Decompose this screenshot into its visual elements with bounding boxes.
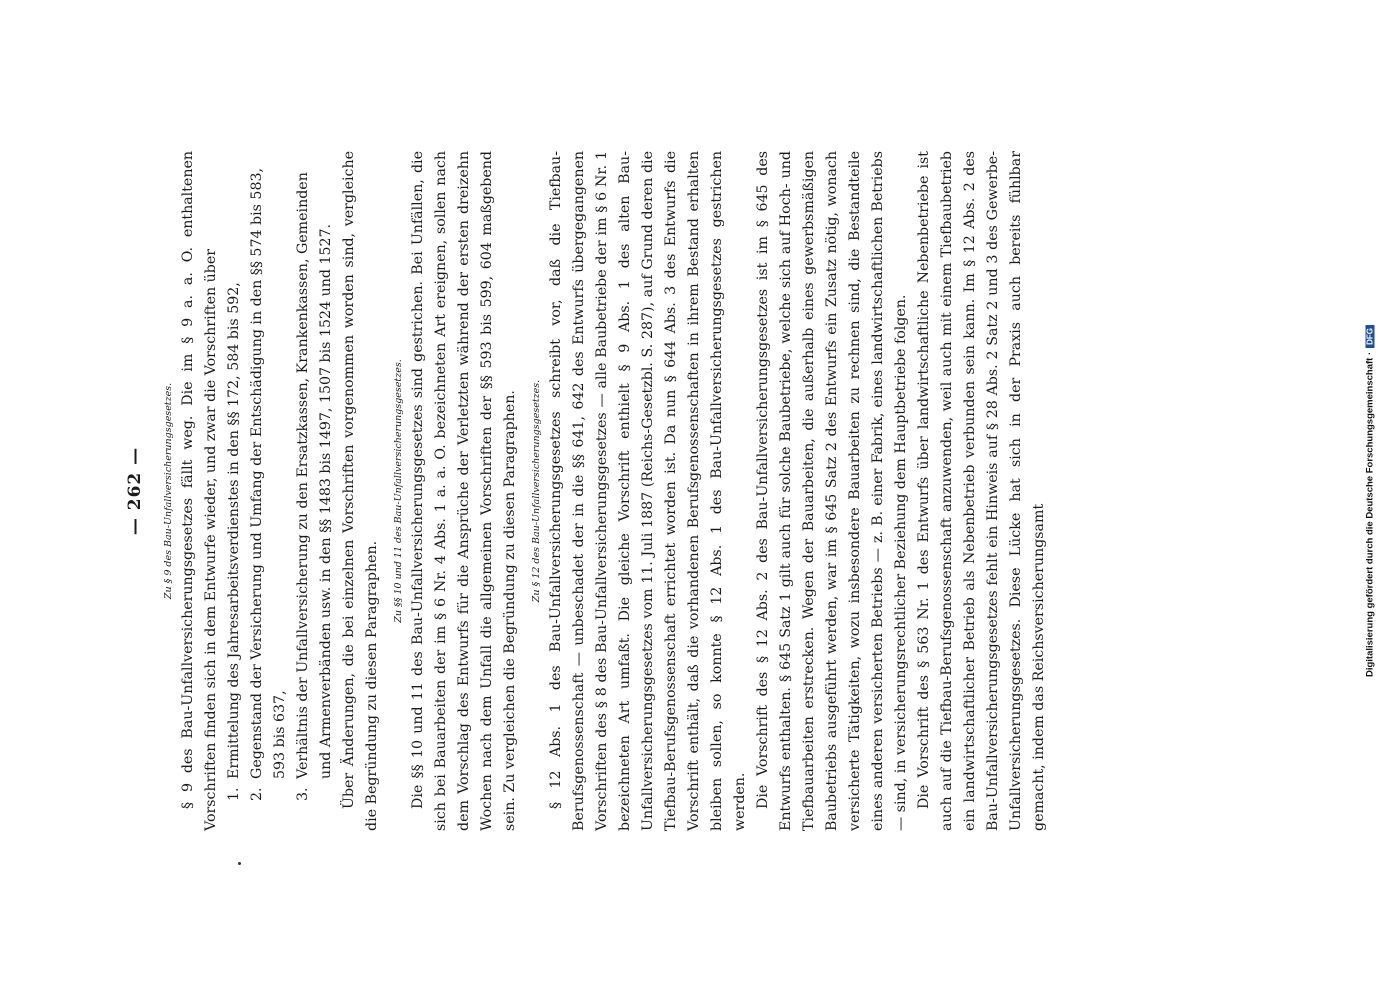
document-page — [125, 148, 1215, 833]
list-item: 3. Verhältnis der Unfallversicherung zu den Ersatzkassen, Krankenkassen, Gemeinden und Armenverbänden usw. in den §§ 1483 bis 1497, 1507 bis 1524 und 1527. — [292, 151, 338, 783]
list-item: 1. Ermittelung des Jahresarbeitsverdienstes in den §§ 172, 584 bis 592, — [223, 151, 246, 783]
section-heading-3: Zu § 12 des Bau-Unfallversicherungsgesetzes. — [531, 379, 542, 603]
funding-notice — [1365, 325, 1376, 677]
scan-speck — [238, 862, 241, 865]
list-item: 2. Gegenstand der Versicherung und Umfang der Entschädigung in den §§ 574 bis 583, 593 bis 637, — [246, 151, 292, 783]
section-heading-2: Zu §§ 10 und 11 des Bau-Unfallversicherungsgesetzes. — [393, 359, 404, 623]
paragraph: Die Vorschrift des § 12 Abs. 2 des Bau-Unfallversicherungsgesetzes ist im § 645 des Entwurfs enthalten. § 645 Satz 1 gilt auch für solche Baubetriebe, welche sich auf Hoch- und Tiefbauarbeiten erstrecken. Wegen der Bauarbeiten, die außerhalb eines gewerbsmäßigen Baubetriebs ausgeführt werden, war im § 645 Satz 2 des Entwurfs ein Zusatz nötig, wonach versicherte Tätigkeiten, wozu insbesondere Bauarbeiten zu rechnen sind, die Bestandteile eines anderen versicherten Betriebs — z. B. einer Fabrik, eines landwirtschaftlichen Betriebs — sind, in versicherungsrechtlicher Beziehung dem Hauptbetriebe folgen. — [755, 151, 909, 831]
paragraph: Die §§ 10 und 11 des Bau-Unfallversicherungsgesetzes sind gestrichen. Bei Unfällen, die sich bei Bauarbeiten der im § 6 Nr. 4 Abs. 1 a. a. O. bezeichneten Art ereignen, sollen nach dem Vorschlag des Entwurfs für die Ansprüche der Verletzten während der ersten dreizehn Wochen nach dem Unfall die allgemeinen Vorschriften der §§ 593 bis 599, 604 maßgebend sein. Zu vergleichen die Begründung zu diesen Paragraphen. — [410, 151, 518, 831]
funding-text: Digitalisierung gefördert durch die Deutsche Forschungsgemeinschaft · — [1364, 351, 1376, 678]
rotated-content — [125, 151, 1215, 831]
paragraph: Die Vorschrift des § 563 Nr. 1 des Entwurfs über landwirtschaftliche Nebenbetriebe ist auch auf die Tiefbau-Berufsgenossenschaft anzuwenden, weil auch mit einem Tiefbaubetrieb ein landwirtschaftlicher Betrieb als Nebenbetrieb verbunden sein kann. Im § 12 Abs. 2 des Bau-Unfallversicherungsgesetzes fehlt ein Hinweis auf § 28 Abs. 2 Satz 2 und 3 des Gewerbe-Unfallversicherungsgesetzes. Diese Lücke hat sich in der Praxis auch bereits fühlbar gemacht, indem das Reichsversicherungsamt — [916, 151, 1047, 831]
paragraph: § 12 Abs. 1 des Bau-Unfallversicherungsgesetzes schreibt vor, daß die Tiefbau-Berufsgenossenschaft — unbeschadet der in die §§ 641, 642 des Entwurfs übergegangenen Vorschriften des § 8 des Bau-Unfallversicherungsgesetzes — alle Baubetriebe der im § 6 Nr. 1 bezeichneten Art umfaßt. Die gleiche Vorschrift enthielt § 9 Abs. 1 des alten Bau-Unfallversicherungsgesetzes vom 11. Juli 1887 (Reichs-Gesetzbl. S. 287), auf Grund deren die Tiefbau-Berufsgenossenschaft errichtet worden ist. Da nun § 644 Abs. 3 des Entwurfs die Vorschrift enthält, daß die vorhandenen Berufsgenossenschaften in ihrem Bestand erhalten bleiben sollen, so konnte § 12 Abs. 1 des Bau-Unfallversicherungsgesetzes gestrichen werden. — [548, 151, 748, 831]
dfg-logo: DFG — [1366, 325, 1375, 348]
paragraph: Über Änderungen, die bei einzelnen Vorschriften vorgenommen worden sind, vergleiche die Begründung zu diesen Paragraphen. — [341, 151, 380, 831]
page-number: — 262 — — [125, 446, 145, 536]
section-heading-1: Zu § 9 des Bau-Unfallversicherungsgesetzes. — [163, 382, 174, 600]
paragraph: § 9 des Bau-Unfallversicherungsgesetzes fällt weg. Die im § 9 a. a. O. enthaltenen Vorschriften finden sich in dem Entwurfe wieder, und zwar die Vorschriften über — [180, 151, 219, 831]
funding-sidebar — [1359, 6, 1381, 996]
text-block — [125, 151, 1051, 831]
numbered-list — [223, 151, 338, 831]
